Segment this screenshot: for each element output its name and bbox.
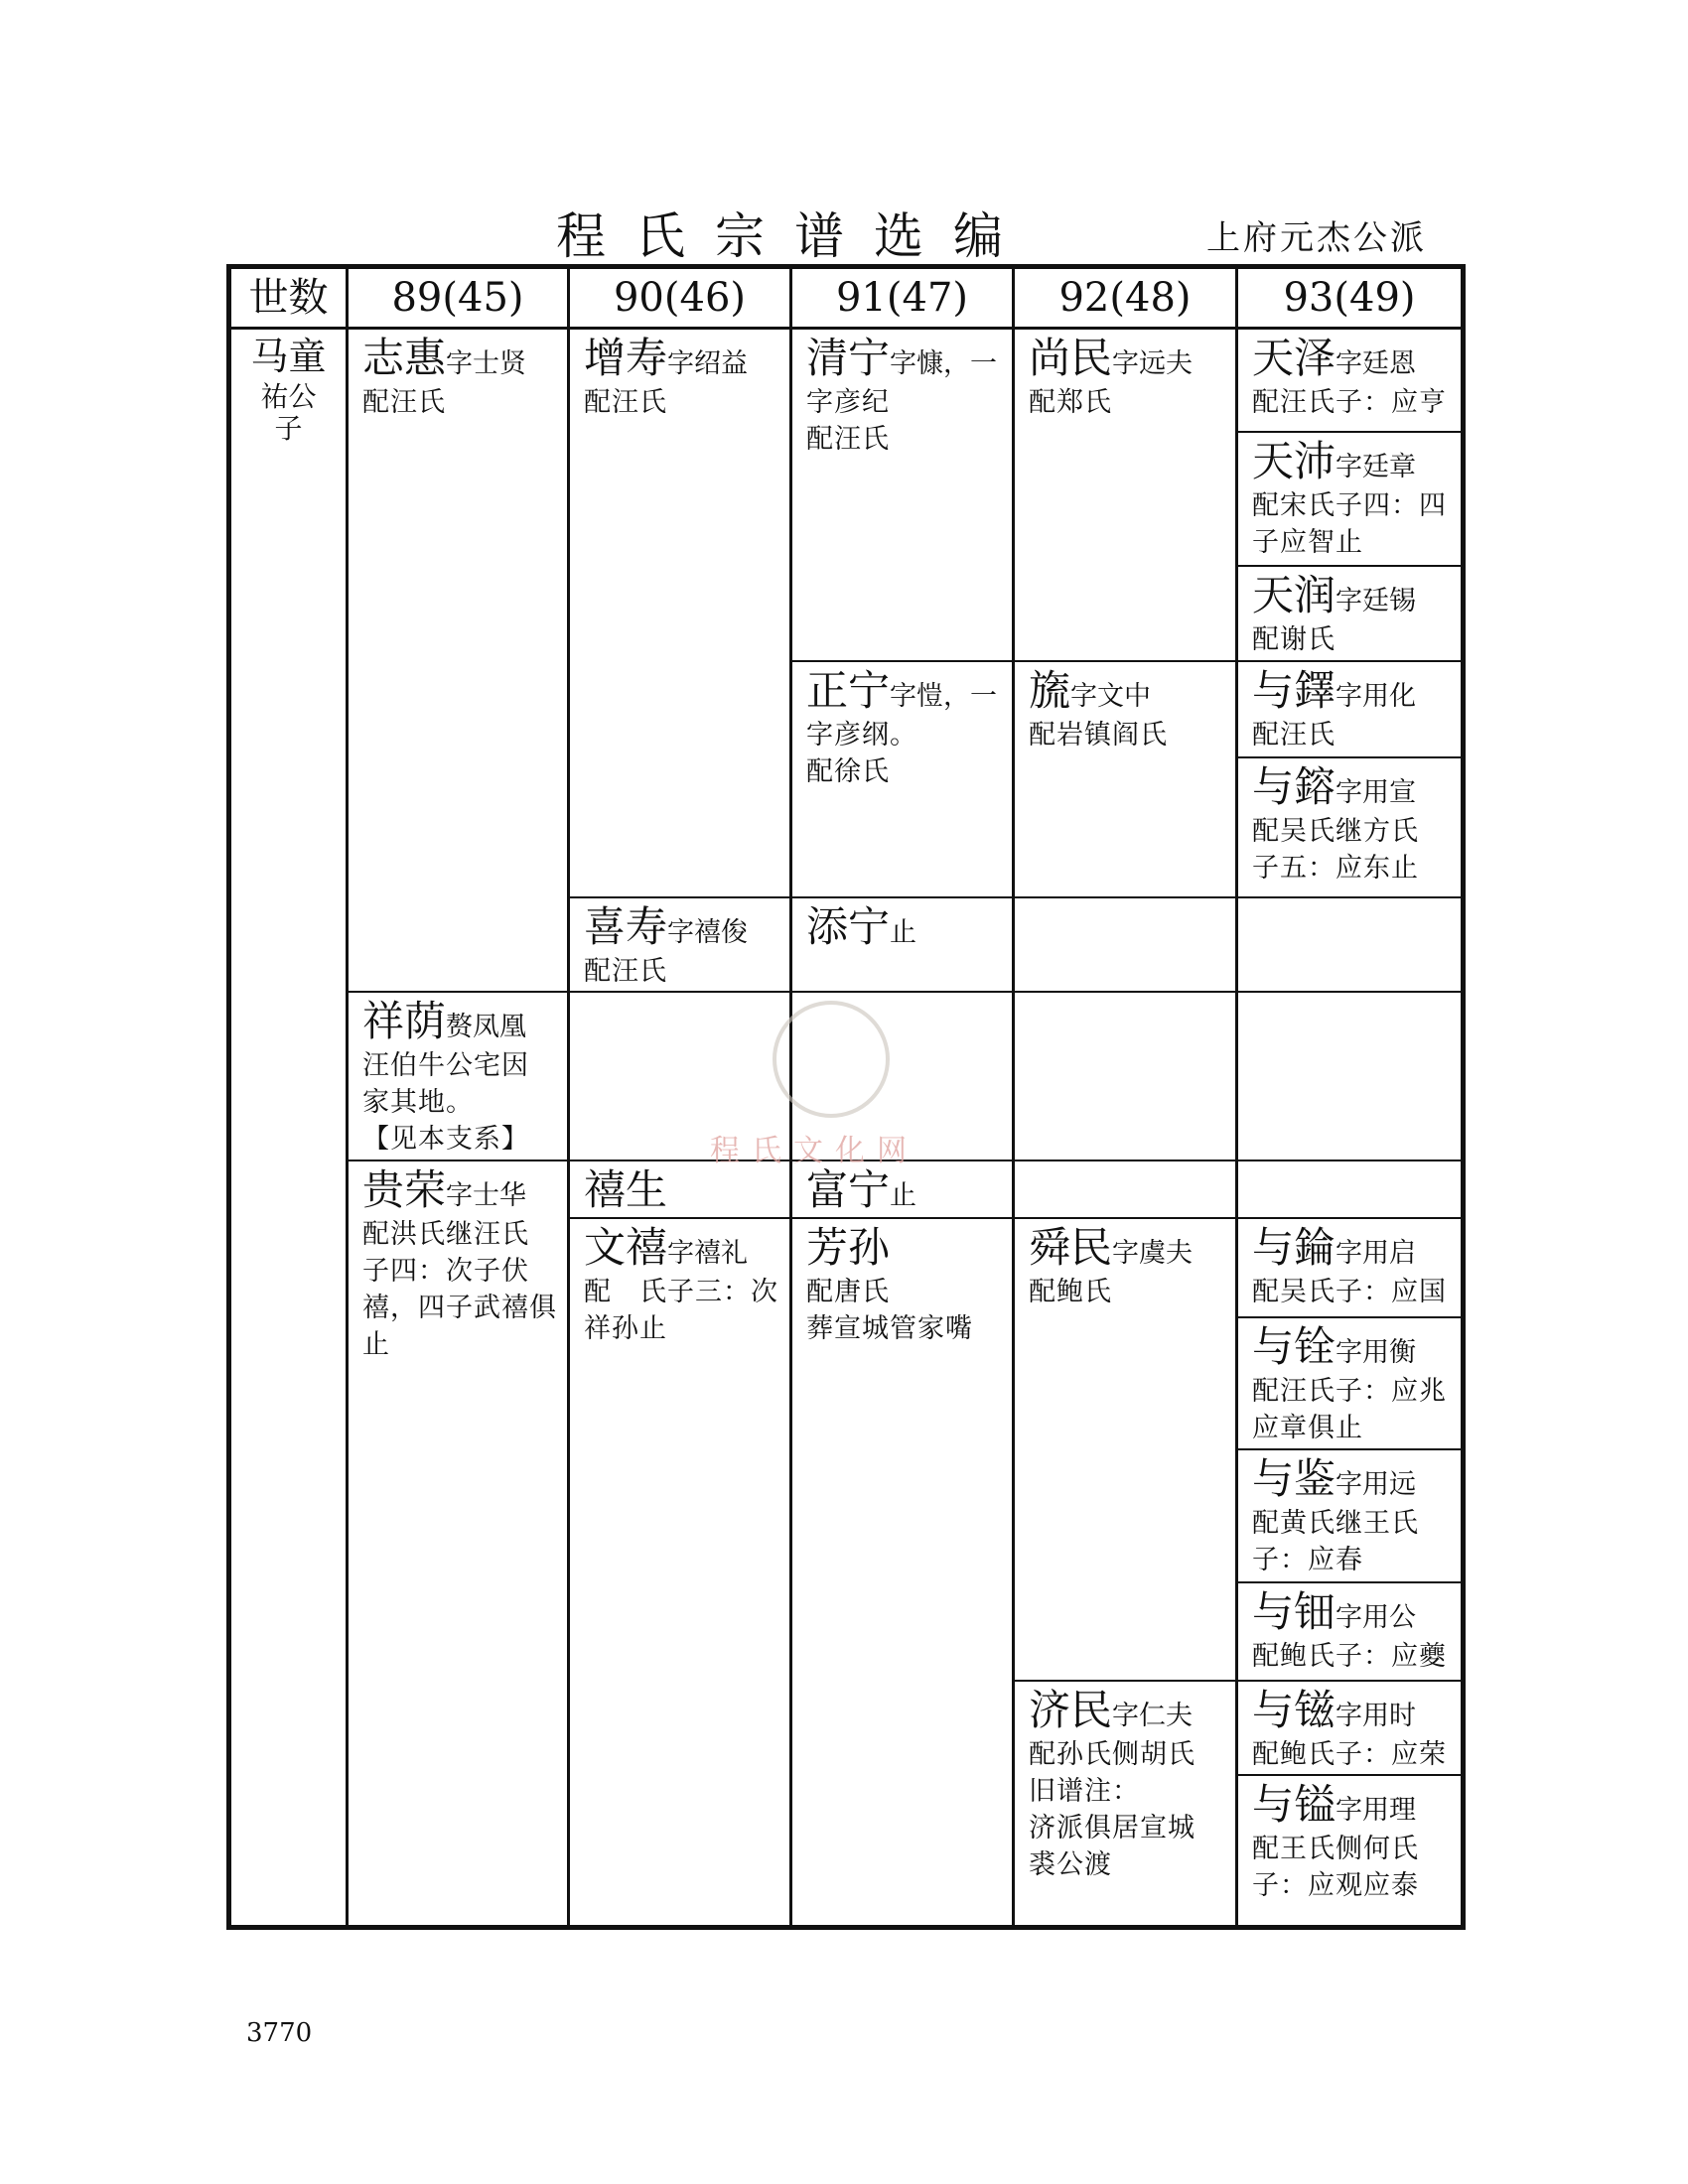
ancestor-note: 子: [274, 412, 303, 445]
person-entry: [1238, 662, 1461, 749]
person-note: 子：应春: [1252, 1545, 1363, 1575]
ancestor-name: 马童: [250, 335, 327, 378]
person-zi: 字士贤: [446, 348, 527, 379]
person-note: 汪伯牛公宅因: [362, 1050, 529, 1081]
person-zi: 字绍益: [667, 348, 749, 379]
person-entry: [1015, 1682, 1235, 1878]
person-zi: 字虞夫: [1112, 1238, 1194, 1269]
person-note: 配王氏侧何氏: [1252, 1834, 1419, 1864]
person-note: 旧谱注：: [1029, 1776, 1140, 1807]
person-entry: [1238, 433, 1461, 556]
person-name: 增寿: [584, 334, 668, 382]
person-name: 旒: [1029, 666, 1071, 715]
person-note: 止: [362, 1329, 390, 1360]
person-note: 配吴氏继方氏: [1252, 816, 1419, 847]
header-gen-92: 92(48): [1058, 275, 1192, 321]
person-note: 配汪氏: [806, 424, 890, 455]
person-note: 配徐氏: [806, 756, 890, 787]
person-entry: [1015, 330, 1235, 416]
person-note: 子四：次子伏: [362, 1256, 529, 1287]
person-note: 子：应观应泰: [1252, 1870, 1419, 1901]
person-name: 与鉴: [1252, 1454, 1336, 1503]
person-entry: [570, 1219, 789, 1342]
person-zi: 字用时: [1336, 1701, 1417, 1731]
person-name: 正宁: [806, 666, 891, 715]
person-note: 配鲍氏子：应夔: [1252, 1641, 1447, 1672]
person-entry: [1238, 1450, 1461, 1573]
person-name: 与铨: [1252, 1322, 1336, 1371]
person-name: 志惠: [362, 334, 447, 382]
person-name: 文禧: [584, 1223, 668, 1272]
person-zi: 赘凤凰: [446, 1012, 527, 1042]
col-divider: [567, 269, 570, 1925]
person-name: 与镒: [1252, 1780, 1336, 1829]
person-entry: [792, 898, 1012, 951]
person-note: 禧，四子武禧俱: [362, 1293, 557, 1323]
person-entry: [1015, 662, 1235, 749]
person-note: 裘公渡: [1029, 1849, 1112, 1880]
person-entry: [792, 662, 1012, 785]
person-note: 配孙氏侧胡氏: [1029, 1739, 1196, 1770]
person-name: 与钿: [1252, 1587, 1336, 1636]
ancestor-note: 祐公: [260, 380, 317, 413]
person-note: 配唐氏: [806, 1277, 890, 1307]
person-zi: 止: [890, 1180, 917, 1211]
person-zi: 字廷章: [1336, 452, 1417, 482]
person-note: 配宋氏子四：四: [1252, 490, 1447, 521]
person-note: 配汪氏子：应亨: [1252, 387, 1447, 418]
person-entry: [1238, 567, 1461, 653]
person-entry: [349, 330, 567, 416]
person-name: 与鎔: [1252, 762, 1336, 811]
person-note: 配汪氏: [584, 956, 667, 987]
person-note: 配鲍氏子：应荣: [1252, 1739, 1447, 1770]
person-name: 天泽: [1252, 334, 1336, 382]
person-entry: [792, 330, 1012, 453]
person-zi: 字用理: [1336, 1795, 1417, 1826]
person-entry: [349, 1161, 567, 1358]
person-entry: [1238, 1776, 1461, 1899]
person-name: 与鐸: [1252, 666, 1336, 715]
person-note: 子应智止: [1252, 527, 1363, 558]
watermark-text: 程氏文化网: [710, 1134, 918, 1168]
col-divider: [1012, 269, 1015, 1925]
person-note: 配汪氏: [584, 387, 667, 418]
person-name: 添宁: [806, 902, 891, 951]
person-name: 尚民: [1029, 334, 1113, 382]
person-zi: 字慷，一: [890, 348, 998, 379]
watermark-seal: [773, 1001, 890, 1118]
person-name: 与錀: [1252, 1223, 1336, 1272]
person-entry: [570, 330, 789, 416]
person-note: 配 氏子三：次: [584, 1277, 778, 1307]
person-note: 祥孙止: [584, 1313, 667, 1344]
person-zi: 字用化: [1336, 681, 1417, 712]
person-zi: 字文中: [1070, 681, 1152, 712]
person-name: 喜寿: [584, 902, 668, 951]
person-zi: 止: [890, 917, 917, 948]
person-entry: [1238, 1318, 1461, 1441]
person-note: 配黄氏继王氏: [1252, 1508, 1419, 1539]
ancestor-cell: [231, 330, 346, 443]
person-note: 配吴氏子：应国: [1252, 1277, 1447, 1307]
person-note: 葬宣城管家嘴: [806, 1313, 973, 1344]
person-note: 配汪氏: [362, 387, 446, 418]
person-note: 配鲍氏: [1029, 1277, 1112, 1307]
person-zi: 字仁夫: [1112, 1701, 1194, 1731]
person-note: 字彦纪: [806, 387, 890, 418]
person-name: 清宁: [806, 334, 891, 382]
person-zi: 字远夫: [1112, 348, 1194, 379]
person-name: 贵荣: [362, 1165, 447, 1214]
person-entry: [1238, 330, 1461, 416]
person-note: 应章俱止: [1252, 1413, 1363, 1443]
person-note: 济派俱居宣城: [1029, 1813, 1196, 1843]
person-note: 配岩镇阎氏: [1029, 720, 1168, 751]
person-zi: 字用启: [1336, 1238, 1417, 1269]
person-name: 天沛: [1252, 437, 1336, 485]
person-name: 芳孙: [806, 1223, 891, 1272]
person-zi: 字愷，一: [890, 681, 998, 712]
page-number: 3770: [246, 2018, 313, 2048]
person-name: 济民: [1029, 1686, 1113, 1734]
person-entry: [1238, 1583, 1461, 1670]
header-generation: 世数: [248, 275, 329, 321]
person-name: 富宁: [806, 1165, 891, 1214]
person-zi: 字用宣: [1336, 777, 1417, 808]
person-name: 禧生: [584, 1165, 668, 1214]
person-note: 子五：应东止: [1252, 853, 1419, 884]
person-note: 配洪氏继汪氏: [362, 1219, 529, 1250]
person-zi: 字廷锡: [1336, 586, 1417, 616]
person-zi: 字禧俊: [667, 917, 749, 948]
person-zi: 字禧礼: [667, 1238, 749, 1269]
header-gen-93: 93(49): [1283, 275, 1416, 321]
person-note: 家其地。: [362, 1087, 474, 1118]
person-entry: [570, 898, 789, 985]
person-note: 配郑氏: [1029, 387, 1112, 418]
header-gen-90: 90(46): [613, 275, 746, 321]
person-zi: 字廷恩: [1336, 348, 1417, 379]
person-name: 天润: [1252, 571, 1336, 619]
person-entry: [349, 993, 567, 1153]
person-zi: 字用远: [1336, 1469, 1417, 1500]
branch-subtitle: 上府元杰公派: [1206, 218, 1427, 258]
person-note: 【见本支系】: [362, 1124, 529, 1155]
person-note: 配汪氏: [1252, 720, 1336, 751]
person-entry: [1238, 1682, 1461, 1768]
person-name: 与镃: [1252, 1686, 1336, 1734]
page-title: 程氏宗谱选编: [556, 207, 1033, 265]
person-zi: 字用衡: [1336, 1337, 1417, 1368]
person-entry: [1238, 758, 1461, 882]
person-zi: 字士华: [446, 1180, 527, 1211]
person-entry: [1238, 1219, 1461, 1305]
header-gen-91: 91(47): [835, 275, 968, 321]
person-note: 配汪氏子：应兆: [1252, 1376, 1447, 1407]
person-note: 字彦纲。: [806, 720, 917, 751]
person-zi: 字用公: [1336, 1602, 1417, 1633]
person-name: 祥荫: [362, 997, 447, 1045]
person-entry: [1015, 1219, 1235, 1305]
person-entry: [792, 1219, 1012, 1342]
person-name: 舜民: [1029, 1223, 1113, 1272]
person-note: 配谢氏: [1252, 624, 1336, 655]
header-gen-89: 89(45): [391, 275, 524, 321]
